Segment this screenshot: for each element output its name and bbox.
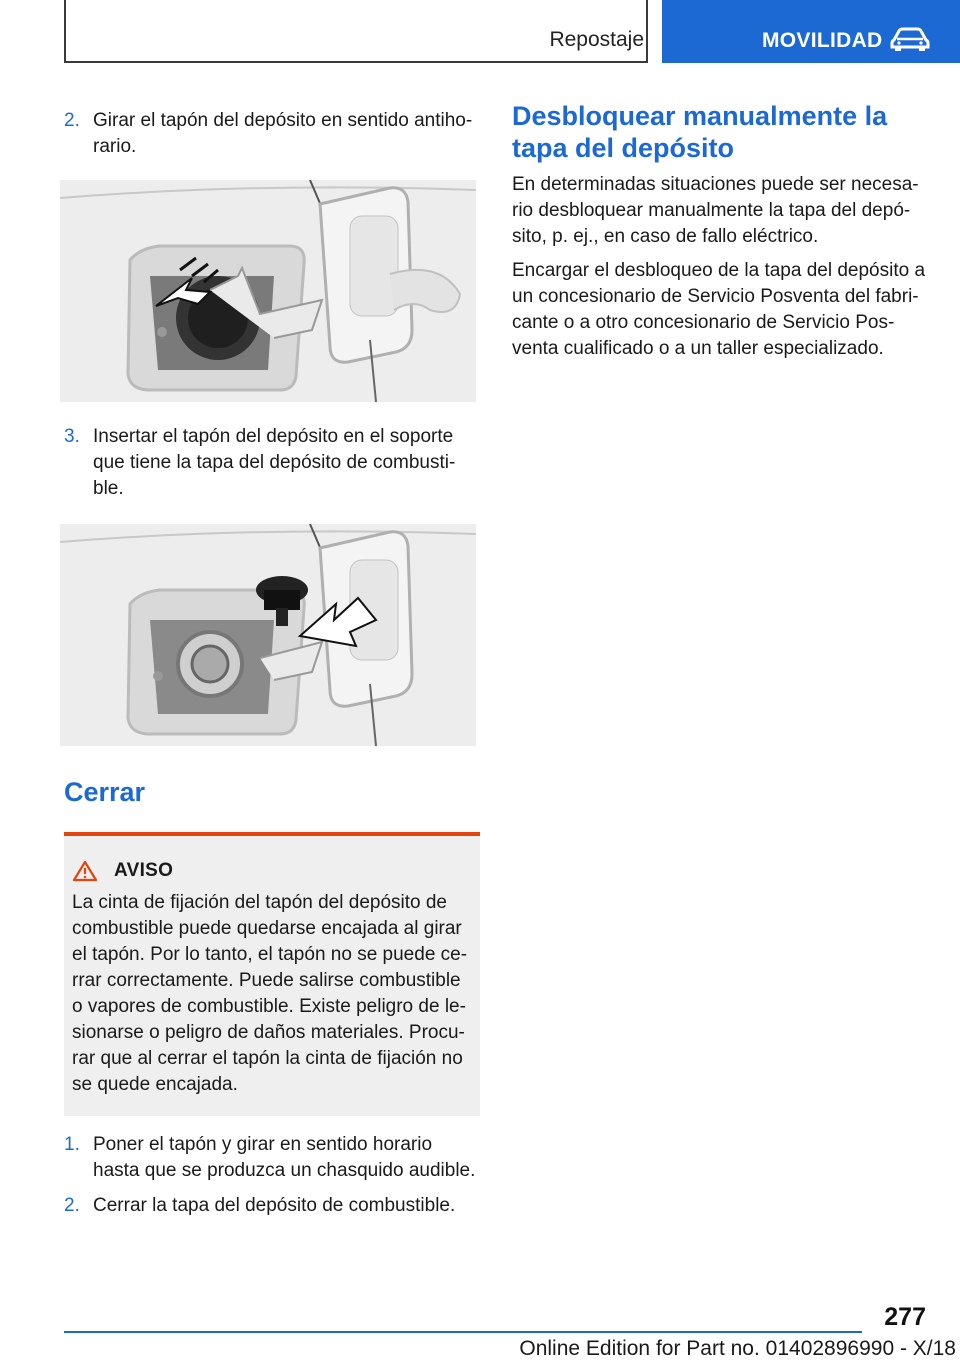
step-text: Insertar el tapón del depósito en el soporte que tiene la tapa del depósito de combusti-ble. [93, 426, 456, 499]
close-section-title: Cerrar [64, 777, 146, 807]
manual-unlock-title: Desbloquear manualmente la tapa del depósito [512, 101, 888, 163]
warning-triangle-icon [72, 860, 98, 882]
right-column [512, 100, 932, 370]
step-2 [64, 108, 480, 160]
warning-text: La cinta de fijación del tapón del depósito de combustible puede quedarse encajada al girar el tapón. Por lo tanto, el tapón no se puede ce-rrar correctamente. Puede salirse combustible o vapores de combustible. Existe peligro de le-sionarse o peligro de daños materiales. Procu-rar que al cerrar el tapón la cinta de fijación no se quede encajada. [72, 892, 468, 1095]
step-text: Girar el tapón del depósito en sentido antiho-rario. [93, 110, 473, 157]
step-number: 3. [64, 426, 80, 447]
car-icon [890, 26, 930, 52]
header-category-tab[interactable] [662, 0, 960, 63]
step-number: 2. [64, 1195, 80, 1216]
manual-unlock-paragraph-2: Encargar el desbloqueo de la tapa del depósito a un concesionario de Servicio Posventa del fabri-cante o a otro concesionario de Servicio Pos-venta cualificado o a un taller especializado. [512, 260, 926, 359]
page-number: 277 [884, 1303, 926, 1331]
warning-box [64, 832, 480, 1116]
manual-unlock-paragraph-1: En determinadas situaciones puede ser necesa-rio desbloquear manualmente la tapa del depó-sito, p. ej., en caso de fallo eléctrico. [512, 174, 919, 247]
fuel-cap-turning-illustration [60, 180, 476, 402]
left-column [64, 96, 480, 1219]
footer-edition-text: Online Edition for Part no. 01402896990 - X/18 [519, 1337, 956, 1360]
step-3 [64, 424, 480, 502]
warning-header [72, 858, 470, 884]
step-text: Cerrar la tapa del depósito de combustible. [93, 1195, 456, 1216]
close-step-2 [64, 1193, 480, 1219]
footer-rule [64, 1331, 862, 1333]
fuel-cap-holder-illustration [60, 524, 476, 746]
warning-title: AVISO [114, 860, 174, 881]
step-number: 2. [64, 110, 80, 131]
step-number: 1. [64, 1134, 80, 1155]
step-text: Poner el tapón y girar en sentido horario hasta que se produzca un chasquido audible. [93, 1134, 476, 1181]
close-step-1 [64, 1132, 480, 1184]
header-category-label: MOVILIDAD [762, 29, 883, 52]
header-section-title: Repostaje [549, 28, 644, 51]
